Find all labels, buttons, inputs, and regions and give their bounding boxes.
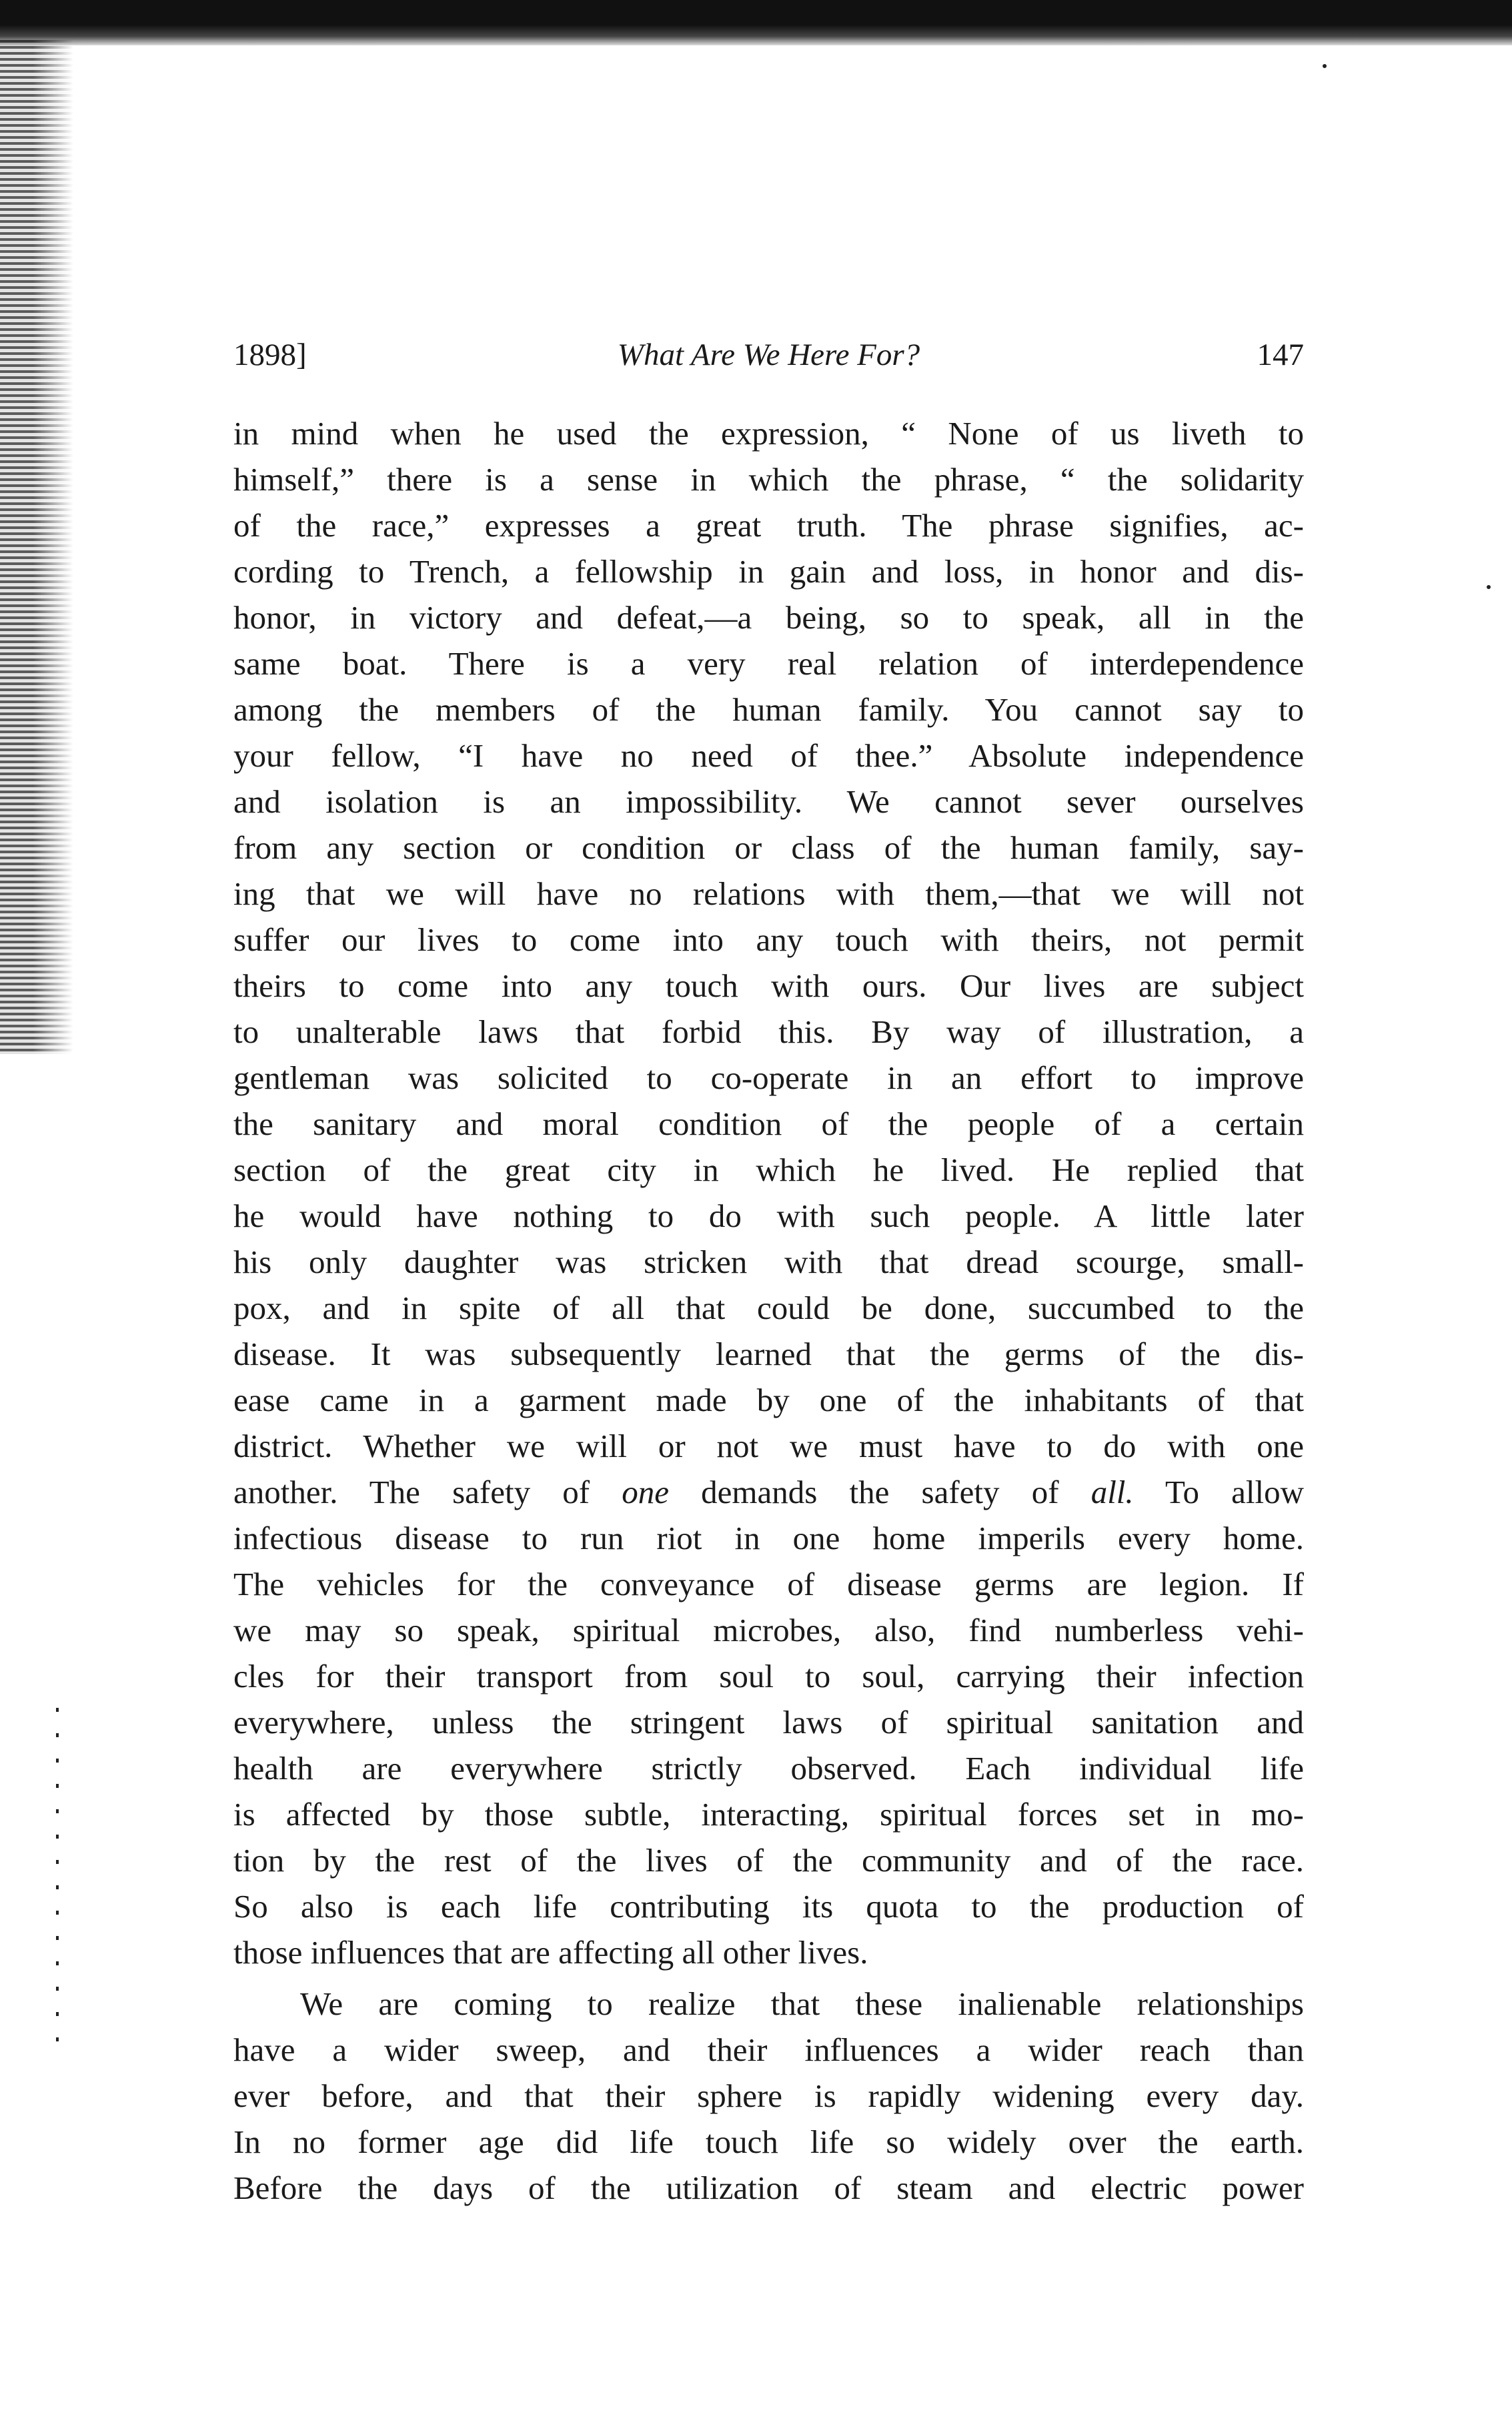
- text-line-emphasis: [233, 1469, 1304, 1515]
- text-line: cles for their transport from soul to soul, carrying their infection: [233, 1658, 1304, 1694]
- text-line: and isolation is an impossibility. We cannot sever ourselves: [233, 783, 1304, 820]
- text-line: of the race,” expresses a great truth. The phrase signifies, ac-: [233, 507, 1304, 544]
- text-line: district. Whether we will or not we must have to do with one: [233, 1428, 1304, 1464]
- text-line: The vehicles for the conveyance of disease germs are legion. If: [233, 1566, 1304, 1602]
- text-line: health are everywhere strictly observed. Each individual life: [233, 1750, 1304, 1787]
- text-line: theirs to come into any touch with ours. Our lives are subject: [233, 967, 1304, 1004]
- text-line: your fellow, “I have no need of thee.” Absolute independence: [233, 737, 1304, 774]
- running-head: [233, 337, 1304, 384]
- text-line: pox, and in spite of all that could be done, succumbed to the: [233, 1290, 1304, 1326]
- paragraph-start-line: We are coming to realize that these inalienable relationships: [300, 1985, 1304, 2022]
- page-title: What Are We Here For?: [617, 338, 920, 372]
- text-line: he would have nothing to do with such people. A little later: [233, 1197, 1304, 1234]
- text-line: honor, in victory and defeat,—a being, so to speak, all in the: [233, 599, 1304, 636]
- text-line: disease. It was subsequently learned that the germs of the dis-: [233, 1336, 1304, 1372]
- text-line: Before the days of the utilization of steam and electric power: [233, 2169, 1304, 2206]
- text-line: suffer our lives to come into any touch with theirs, not permit: [233, 921, 1304, 958]
- text-line: is affected by those subtle, interacting, spiritual forces set in mo-: [233, 1796, 1304, 1833]
- text-line: himself,” there is a sense in which the phrase, “ the solidarity: [233, 461, 1304, 498]
- scan-speck: [1323, 64, 1327, 68]
- text-run: demands the safety of: [669, 1474, 1091, 1510]
- text-line: ever before, and that their sphere is rapidly widening every day.: [233, 2077, 1304, 2114]
- emphasis-one: one: [622, 1474, 669, 1510]
- text-line: in mind when he used the expression, “ None of us liveth to: [233, 415, 1304, 452]
- text-line: infectious disease to run riot in one home imperils every home.: [233, 1520, 1304, 1556]
- text-line: everywhere, unless the stringent laws of spiritual sanitation and: [233, 1704, 1304, 1741]
- text-line: cording to Trench, a fellowship in gain and loss, in honor and dis-: [233, 553, 1304, 590]
- body-text: [233, 410, 1304, 2211]
- text-run: To allow: [1133, 1474, 1304, 1510]
- page-year: 1898]: [233, 338, 307, 372]
- text-run: another. The safety of: [233, 1474, 622, 1510]
- text-line: same boat. There is a very real relation of interdependence: [233, 645, 1304, 682]
- page-number: 147: [1257, 338, 1304, 372]
- scan-speck: [1487, 585, 1491, 589]
- paragraph-end-line: those influences that are affecting all other lives.: [233, 1934, 868, 1971]
- scan-left-marks: [56, 1708, 59, 2055]
- text-line: from any section or condition or class of the human family, say-: [233, 829, 1304, 866]
- scan-left-edge: [0, 40, 73, 1054]
- text-line: among the members of the human family. You cannot say to: [233, 691, 1304, 728]
- scan-top-border: [0, 0, 1512, 45]
- text-line: In no former age did life touch life so widely over the earth.: [233, 2123, 1304, 2160]
- text-line: the sanitary and moral condition of the people of a certain: [233, 1105, 1304, 1142]
- text-line: ease came in a garment made by one of the inhabitants of that: [233, 1382, 1304, 1418]
- text-line: to unalterable laws that forbid this. By way of illustration, a: [233, 1013, 1304, 1050]
- text-line: we may so speak, spiritual microbes, also, find numberless vehi-: [233, 1612, 1304, 1648]
- text-line: So also is each life contributing its quota to the production of: [233, 1888, 1304, 1925]
- text-line: his only daughter was stricken with that dread scourge, small-: [233, 1244, 1304, 1280]
- text-line: gentleman was solicited to co-operate in an effort to improve: [233, 1059, 1304, 1096]
- text-line: tion by the rest of the lives of the community and of the race.: [233, 1842, 1304, 1879]
- text-line: ing that we will have no relations with them,—that we will not: [233, 875, 1304, 912]
- text-line: section of the great city in which he lived. He replied that: [233, 1151, 1304, 1188]
- emphasis-all: all.: [1090, 1474, 1134, 1510]
- text-line: have a wider sweep, and their influences a wider reach than: [233, 2031, 1304, 2068]
